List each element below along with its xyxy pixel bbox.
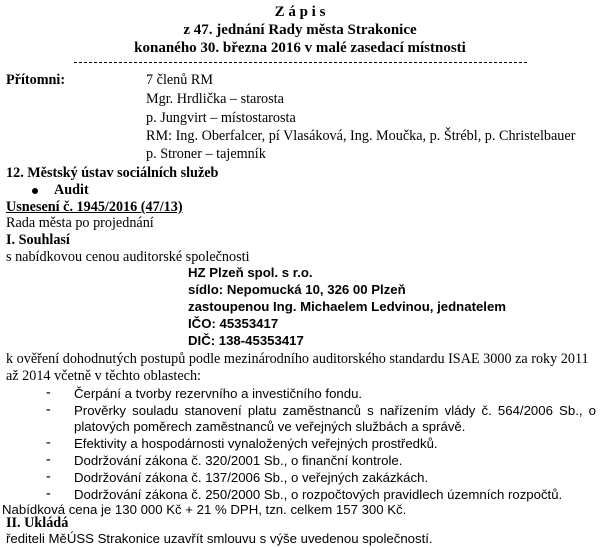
company-dic: DIČ: 138-45353417 [188,333,304,348]
list-item: Dodržování zákona č. 137/2006 Sb., o veřejných zakázkách. [74,470,429,485]
verification-text: k ověření dohodnutých postupů podle mezinárodního auditorského standardu ISAE 3000 za roky 2011 [6,351,589,367]
company-seat: sídlo: Nepomucká 10, 326 00 Plzeň [188,282,406,297]
verification-text: až 2014 včetně v těchto oblastech: [6,368,202,384]
attendance-line: p. Stroner – tajemník [146,146,266,162]
list-item: Dodržování zákona č. 320/2001 Sb., o finanční kontrole. [74,453,403,468]
doc-title: Z á p i s [274,4,326,20]
company-ico: IČO: 45353417 [188,316,279,331]
attendance-label: Přítomni: [6,72,66,88]
resolution-number: Usnesení č. 1945/2016 (47/13) [6,199,183,215]
list-dash: - [46,385,51,400]
attendance-line: 7 členů RM [146,72,213,88]
list-item: Prověrky souladu stanovení platu zaměstnanců s nařízením vlády č. 564/2006 Sb., o [74,403,596,418]
list-item: platových poměrech zaměstnanců ve veřejných službách a správě. [74,419,466,434]
bullet-item: Audit [54,182,89,198]
attendance-line: RM: Ing. Oberfalcer, pí Vlasáková, Ing. Moučka, p. Štrébl, p. Christelbauer [146,128,576,144]
section-heading: 12. Městský ústav sociálních služeb [6,165,219,181]
list-dash: - [46,435,51,450]
company-name: HZ Plzeň spol. s r.o. [188,265,313,280]
price-text: Nabídková cena je 130 000 Kč + 21 % DPH, tzn. celkem 157 300 Kč. [2,502,407,517]
attendance-line: p. Jungvirt – místostarosta [146,110,296,126]
list-dash: - [46,402,51,417]
part2-text: řediteli MěÚSS Strakonice uzavřít smlouvu s výše uvedenou společností. [6,531,433,546]
part2-heading: II. Ukládá [6,515,69,531]
meeting-subtitle: z 47. jednání Rady města Strakonice [183,22,417,38]
meeting-date-place: konaného 30. března 2016 v malé zasedací místnosti [134,40,466,56]
list-item: Dodržování zákona č. 250/2000 Sb., o rozpočtových pravidlech územních rozpočtů. [74,487,563,502]
intro-text: Rada města po projednání [6,215,154,231]
list-dash: - [46,452,51,467]
company-representative: zastoupenou Ing. Michaelem Ledvinou, jednatelem [188,299,507,314]
bullet-dot [32,188,38,194]
part1-text: s nabídkovou cenou auditorské společnosti [6,249,250,265]
list-dash: - [46,486,51,501]
list-dash: - [46,469,51,484]
list-item: Čerpání a tvorby rezervního a investičního fondu. [74,386,363,401]
part1-heading: I. Souhlasí [6,232,70,248]
attendance-line: Mgr. Hrdlička – starosta [146,91,284,107]
list-item: Efektivity a hospodárnosti vynaložených veřejných prostředků. [74,436,438,451]
header-divider [74,62,527,63]
